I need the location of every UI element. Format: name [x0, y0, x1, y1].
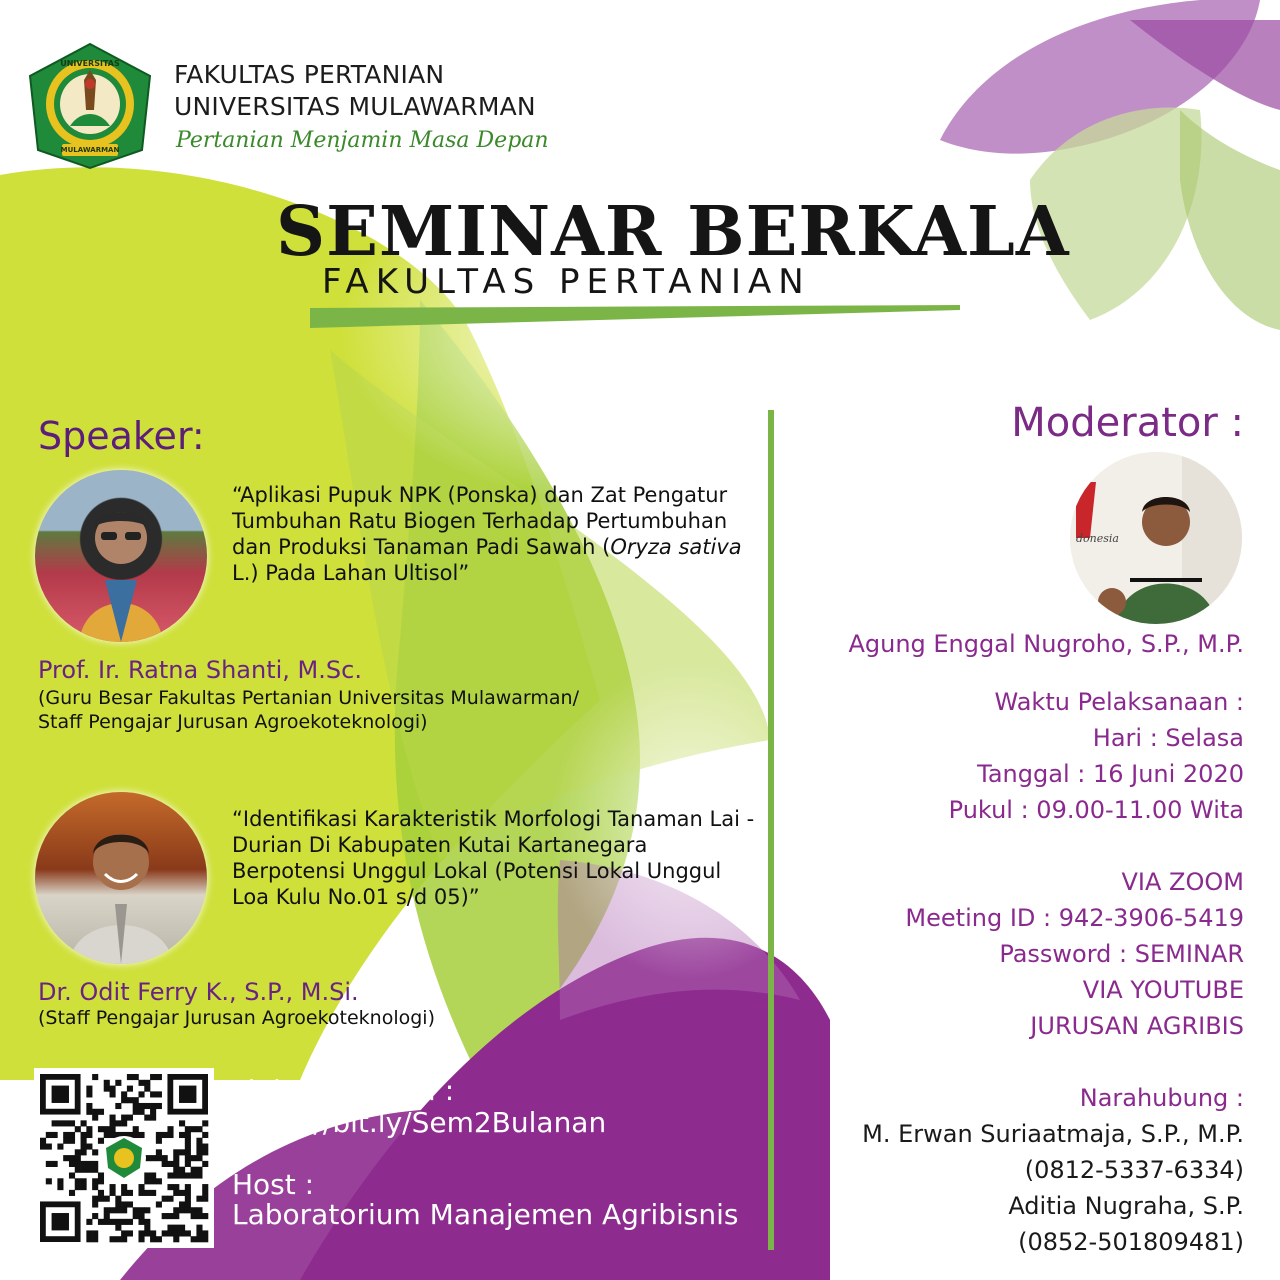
- moderator-name: Agung Enggal Nugroho, S.P., M.P.: [848, 630, 1244, 658]
- contact-phone-1: (0812-5337-6334): [1024, 1156, 1244, 1184]
- moderator-backdrop-text: donesia: [1076, 532, 1119, 545]
- meeting-id: Meeting ID : 942-3906-5419: [905, 904, 1244, 932]
- speaker-2-photo: [35, 792, 207, 964]
- event-title: SEMINAR BERKALA: [276, 192, 1070, 272]
- qr-code: [34, 1068, 214, 1248]
- meeting-password: Password : SEMINAR: [999, 940, 1244, 968]
- topic-1-italic: Oryza sativa: [610, 535, 742, 559]
- topic-1-part-a: “Aplikasi Pupuk NPK (Ponska) dan Zat Pengatur Tumbuhan Ratu Biogen Terhadap Pertumbuhan dan Produksi Tanaman Padi Sawah (: [232, 483, 728, 559]
- contact-person-2: Aditia Nugraha, S.P.: [1008, 1192, 1244, 1220]
- via-youtube: VIA YOUTUBE: [1082, 976, 1244, 1004]
- schedule-date: Tanggal : 16 Juni 2020: [977, 760, 1244, 788]
- logo-ring-bottom: MULAWARMAN: [60, 146, 120, 154]
- topic-1-part-c: L.) Pada Lahan Ultisol”: [232, 561, 470, 585]
- event-subtitle: FAKULTAS PERTANIAN: [322, 262, 811, 302]
- host-label: Host :: [232, 1168, 315, 1201]
- contact-person-1: M. Erwan Suriaatmaja, S.P., M.P.: [862, 1120, 1244, 1148]
- speaker-1-photo: [35, 470, 207, 642]
- speaker-2-name: Dr. Odit Ferry K., S.P., M.Si.: [38, 978, 359, 1006]
- institution-line-1: FAKULTAS PERTANIAN: [174, 60, 445, 89]
- logo-ring-top: UNIVERSITAS: [60, 59, 120, 68]
- registration-link[interactable]: https://bit.ly/Sem2Bulanan: [232, 1106, 607, 1139]
- speaker-1-topic: [232, 482, 742, 586]
- speaker-1-name: Prof. Ir. Ratna Shanti, M.Sc.: [38, 656, 362, 684]
- youtube-channel: JURUSAN AGRIBIS: [1030, 1012, 1244, 1040]
- speaker-2-topic: “Identifikasi Karakteristik Morfologi Tanaman Lai - Durian Di Kabupaten Kutai Kartanegara Berpotensi Unggul Lokal (Potensi Lokal Unggul Loa Kulu No.01 s/d 05)”: [232, 807, 755, 909]
- institution-line-2: UNIVERSITAS MULAWARMAN: [174, 92, 536, 121]
- via-zoom: VIA ZOOM: [1121, 868, 1244, 896]
- schedule-day: Hari : Selasa: [1092, 724, 1244, 752]
- speaker-2-role: (Staff Pengajar Jurusan Agroekoteknologi): [38, 1007, 435, 1029]
- motto: Pertanian Menjamin Masa Depan: [176, 128, 549, 153]
- contact-label: Narahubung :: [1079, 1084, 1244, 1112]
- schedule-label: Waktu Pelaksanaan :: [994, 688, 1244, 716]
- host-name: Laboratorium Manajemen Agribisnis: [232, 1198, 739, 1231]
- registration-label: Link Registrasi :: [232, 1074, 455, 1107]
- university-logo: [24, 40, 156, 172]
- moderator-photo: [1070, 452, 1242, 624]
- speaker-1-role-2: Staff Pengajar Jurusan Agroekoteknologi): [38, 711, 428, 733]
- schedule-time: Pukul : 09.00-11.00 Wita: [948, 796, 1244, 824]
- speaker-heading: Speaker:: [38, 414, 205, 458]
- speaker-1-role-1: (Guru Besar Fakultas Pertanian Universitas Mulawarman/: [38, 687, 579, 709]
- moderator-heading: Moderator :: [1011, 400, 1244, 446]
- contact-phone-2: (0852-501809481): [1018, 1228, 1244, 1256]
